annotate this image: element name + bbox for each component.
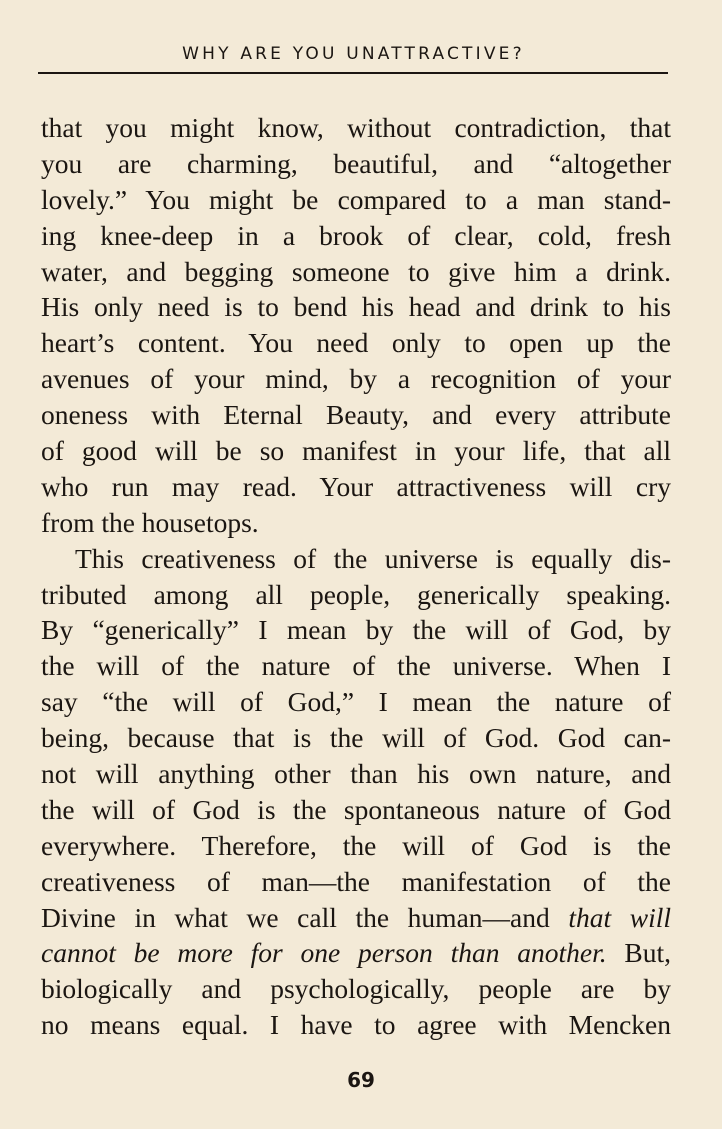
- text-line: of good will be so manifest in your life, that all: [41, 435, 671, 467]
- running-head: WHY ARE YOU UNATTRACTIVE?: [182, 44, 525, 64]
- text-line: [41, 935, 671, 971]
- text-line: oneness with Eternal Beauty, and every attribute: [41, 399, 671, 431]
- text-line: not will anything other than his own nature, and: [41, 758, 671, 790]
- text-line: say “the will of God,” I mean the nature of: [41, 686, 671, 718]
- text-line: [41, 900, 671, 936]
- text-line: lovely.” You might be compared to a man stand-: [41, 183, 671, 215]
- text-line: from the housetops.: [41, 506, 259, 538]
- text-line: By “generically” I mean by the will of God, by: [41, 614, 671, 646]
- paragraph-2: [41, 541, 671, 1043]
- text-segment: Divine in what we call the human—and: [41, 901, 550, 933]
- text-line: avenues of your mind, by a recognition of your: [41, 363, 671, 395]
- text-line: who run may read. Your attractiveness will cry: [41, 470, 671, 502]
- header-rule: [38, 72, 668, 74]
- text-line: water, and begging someone to give him a drink.: [41, 255, 671, 287]
- italic-segment: that will: [568, 901, 671, 933]
- text-line: biologically and psychologically, people are by: [41, 973, 671, 1005]
- text-line: This creativeness of the universe is equally dis-: [75, 542, 671, 574]
- text-line: being, because that is the will of God. God can-: [41, 722, 671, 754]
- body-text: [41, 110, 671, 1043]
- italic-segment: cannot be more for one person than another.: [41, 937, 607, 969]
- text-line: that you might know, without contradiction, that: [41, 112, 671, 143]
- text-line: everywhere. Therefore, the will of God is the: [41, 829, 671, 861]
- text-line: ing knee-deep in a brook of clear, cold, fresh: [41, 219, 671, 251]
- page-number: 69: [347, 1068, 375, 1092]
- text-line: the will of God is the spontaneous nature of God: [41, 793, 671, 825]
- paragraph-1: [41, 110, 671, 541]
- text-line: no means equal. I have to agree with Mencken: [41, 1009, 671, 1041]
- text-line: the will of the nature of the universe. When I: [41, 650, 671, 682]
- text-line: His only need is to bend his head and drink to his: [41, 291, 671, 323]
- text-line: heart’s content. You need only to open up the: [41, 327, 671, 359]
- text-line: tributed among all people, generically speaking.: [41, 578, 671, 610]
- text-line: you are charming, beautiful, and “altogether: [41, 147, 671, 179]
- text-line: creativeness of man—the manifestation of the: [41, 865, 671, 897]
- text-segment: But,: [624, 937, 671, 969]
